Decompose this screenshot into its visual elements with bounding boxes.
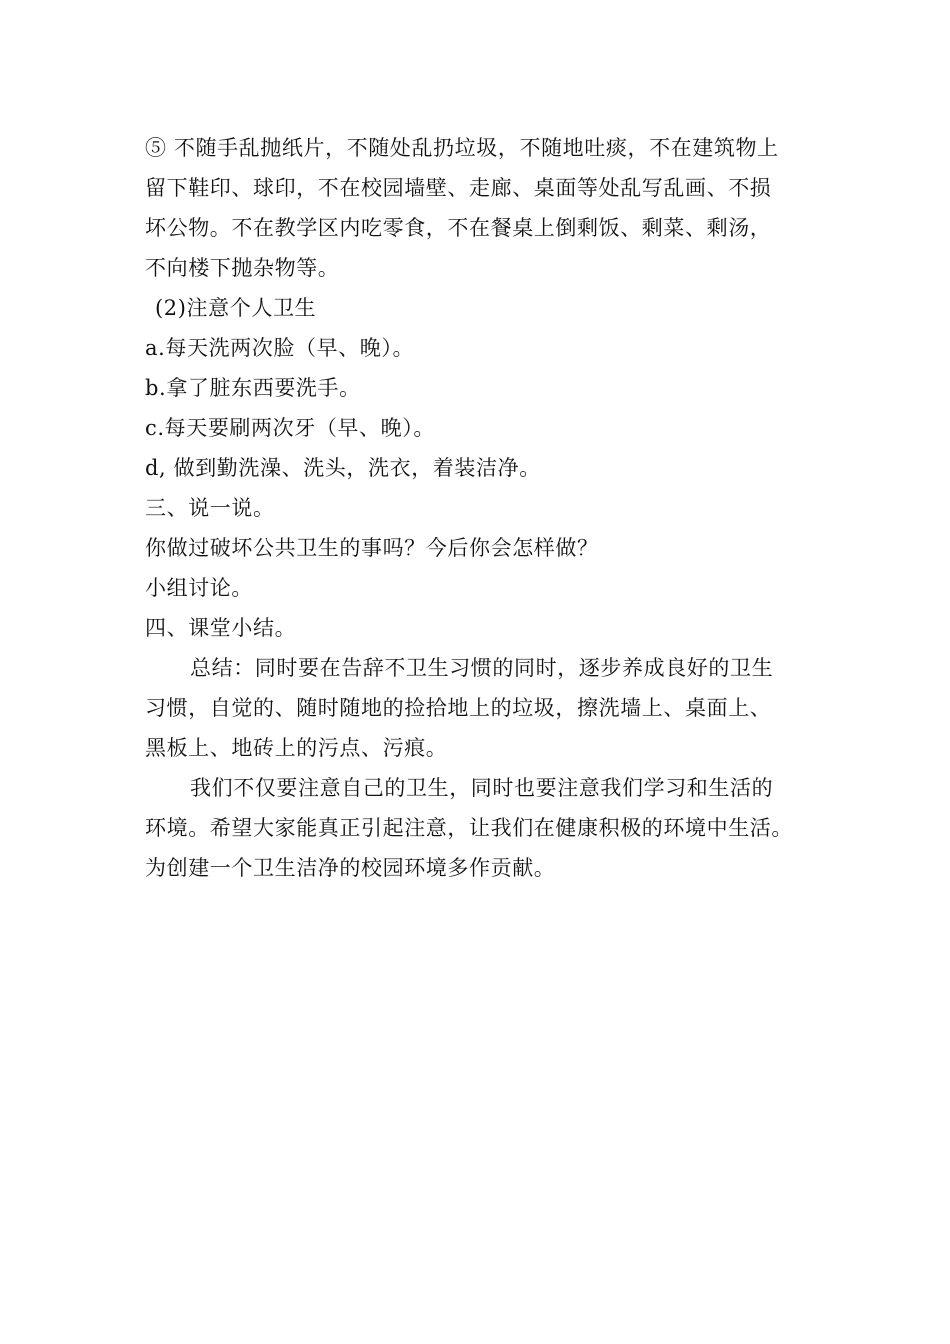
rule-5-line-3: 坏公物。不在教学区内吃零食，不在餐桌上倒剩饭、剩菜、剩汤， (145, 216, 772, 240)
hygiene-item-d: d, 做到勤洗澡、洗头，洗衣，着装洁净。 (145, 456, 541, 480)
summary-paragraph-2-line-2: 环境。希望大家能真正引起注意，让我们在健康积极的环境中生活。 (145, 816, 793, 840)
rule-5-line-2: 留下鞋印、球印，不在校园墙壁、走廊、桌面等处乱写乱画、不损 (145, 176, 772, 200)
hygiene-item-c: c.每天要刷两次牙（早、晚）。 (145, 416, 435, 440)
section-personal-hygiene-heading: (2)注意个人卫生 (155, 296, 317, 320)
summary-paragraph-2-line-3: 为创建一个卫生洁净的校园环境多作贡献。 (145, 856, 556, 880)
section-three-heading: 三、说一说。 (145, 496, 275, 520)
summary-paragraph-2-line-1: 我们不仅要注意自己的卫生，同时也要注意我们学习和生活的 (190, 776, 774, 800)
hygiene-item-b: b.拿了脏东西要洗手。 (145, 376, 361, 400)
summary-paragraph-1-line-3: 黑板上、地砖上的污点、污痕。 (145, 736, 448, 760)
summary-paragraph-1-line-1: 总结：同时要在告辞不卫生习惯的同时，逐步养成良好的卫生 (190, 656, 774, 680)
section-four-heading: 四、课堂小结。 (145, 616, 297, 640)
hygiene-item-a: a.每天洗两次脸（早、晚）。 (145, 336, 415, 360)
rule-5-line-4: 不向楼下抛杂物等。 (145, 256, 340, 280)
discussion-question: 你做过破坏公共卫生的事吗？今后你会怎样做？ (145, 536, 599, 560)
rule-5-line-1: ⑤ 不随手乱抛纸片，不随处乱扔垃圾，不随地吐痰，不在建筑物上 (145, 136, 779, 160)
group-discussion: 小组讨论。 (145, 576, 253, 600)
summary-paragraph-1-line-2: 习惯，自觉的、随时随地的捡拾地上的垃圾，擦洗墙上、桌面上、 (145, 696, 772, 720)
document-page (145, 128, 825, 888)
